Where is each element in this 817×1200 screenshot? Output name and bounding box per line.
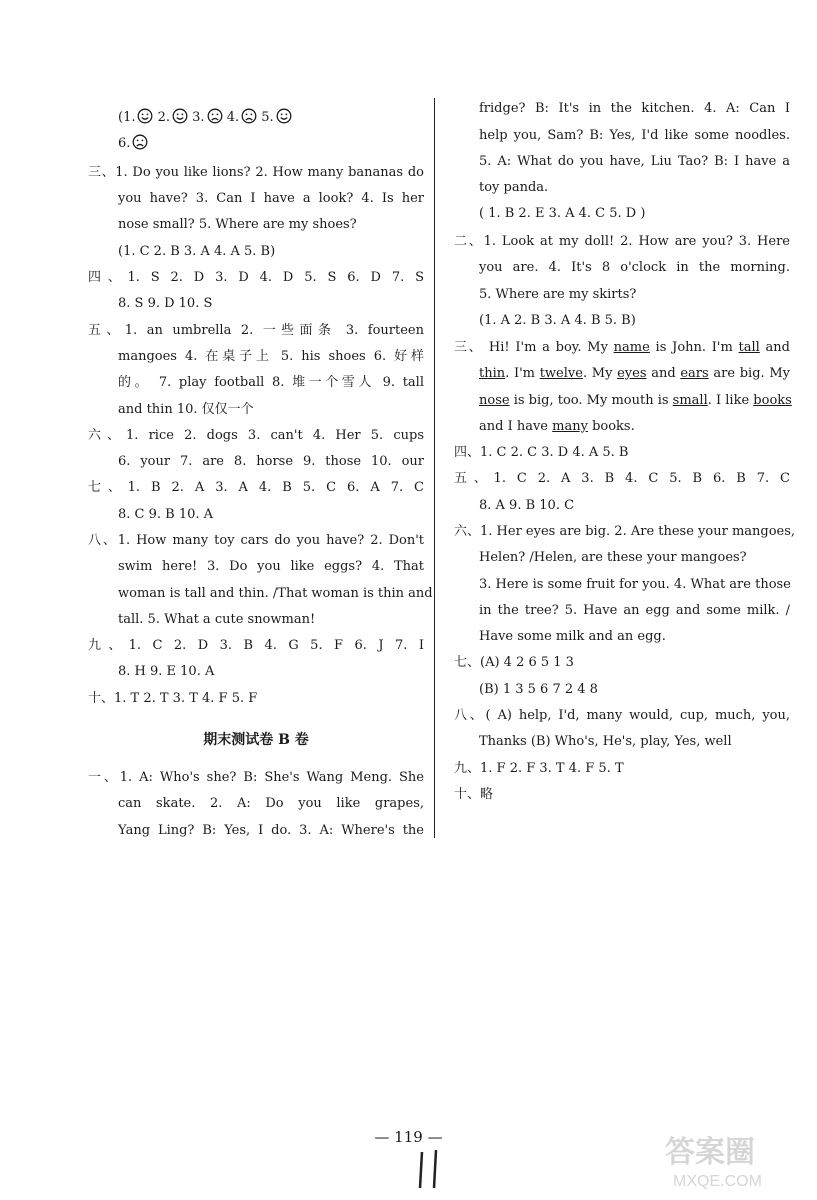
answer-line: nose small? 5. Where are my shoes?	[118, 217, 357, 232]
svg-text:MXQE.COM: MXQE.COM	[673, 1173, 762, 1190]
underlined-word: many	[552, 419, 588, 434]
answer-line: 五、1. an umbrella 2. 一些面条 3. fourteen	[88, 323, 424, 338]
text-segment: 2.	[153, 110, 171, 125]
answer-line: 8. S 9. D 10. S	[118, 296, 213, 311]
section-heading: 期末测试卷 B 卷	[203, 732, 309, 748]
text-segment: (1.	[118, 110, 136, 125]
answer-line: 四、1. C 2. C 3. D 4. A 5. B	[454, 445, 629, 460]
text-segment: . I like	[707, 393, 754, 408]
underlined-word: twelve	[539, 366, 583, 381]
answer-line: 八、1. How many toy cars do you have? 2. Don't	[88, 533, 424, 548]
answer-line: (1. A 2. B 3. A 4. B 5. B)	[479, 313, 636, 328]
answer-line	[118, 134, 424, 150]
text-segment: 5.	[257, 110, 274, 125]
text-segment: 三、 Hi! I'm a boy. My	[454, 340, 614, 355]
text-segment: . My	[582, 366, 618, 381]
text-segment: books.	[587, 419, 635, 434]
sad-face-icon	[241, 108, 257, 124]
answer-line: 九、1. F 2. F 3. T 4. F 5. T	[454, 761, 624, 776]
answer-line: 6. your 7. are 8. horse 9. those 10. our	[118, 454, 424, 469]
answer-line: can skate. 2. A: Do you like grapes,	[118, 796, 424, 811]
answer-line	[479, 366, 790, 382]
answer-line: 四、1. S 2. D 3. D 4. D 5. S 6. D 7. S	[88, 270, 424, 285]
answer-line: 8. C 9. B 10. A	[118, 507, 214, 522]
answer-line: Yang Ling? B: Yes, I do. 3. A: Where's the	[118, 823, 424, 838]
underlined-word: name	[613, 340, 650, 355]
handwritten-mark	[400, 1148, 460, 1192]
text-segment: 3.	[188, 110, 205, 125]
watermark-logo	[659, 1124, 809, 1194]
answer-line: 十、1. T 2. T 3. T 4. F 5. F	[88, 691, 258, 706]
underlined-word: thin	[479, 366, 506, 381]
answer-line: 3. Here is some fruit for you. 4. What are those	[479, 577, 791, 592]
answer-line: 六、1. rice 2. dogs 3. can't 4. Her 5. cups	[88, 428, 424, 443]
sad-face-icon	[132, 134, 148, 150]
answer-line	[479, 393, 790, 409]
text-segment: and	[759, 340, 791, 355]
answer-line: 5. Where are my skirts?	[479, 287, 637, 302]
text-segment: is John. I'm	[649, 340, 739, 355]
text-segment: . I'm	[505, 366, 540, 381]
text-segment: is big, too. My mouth is	[509, 393, 673, 408]
answer-line: swim here! 3. Do you like eggs? 4. That	[118, 559, 424, 574]
column-divider	[434, 98, 435, 838]
answer-line: 七、1. B 2. A 3. A 4. B 5. C 6. A 7. C	[88, 480, 424, 495]
answer-line: 八、( A) help, I'd, many would, cup, much, you,	[454, 708, 790, 723]
answer-line: and thin 10. 仅仅一个	[118, 402, 254, 417]
answer-line: 一、1. A: Who's she? B: She's Wang Meng. She	[88, 770, 424, 785]
underlined-word: nose	[479, 393, 510, 408]
answer-line: Thanks (B) Who's, He's, play, Yes, well	[479, 734, 732, 749]
answer-line: mangoes 4. 在桌子上 5. his shoes 6. 好样	[118, 349, 424, 364]
answer-line: toy panda.	[479, 180, 549, 195]
underlined-word: books	[753, 393, 792, 408]
answer-line: (B) 1 3 5 6 7 2 4 8	[479, 682, 598, 697]
answer-line: ( 1. B 2. E 3. A 4. C 5. D )	[479, 206, 646, 221]
underlined-word: ears	[680, 366, 709, 381]
page-number: — 119 —	[374, 1128, 443, 1146]
smiley-face-icon	[137, 108, 153, 124]
answer-line: you have? 3. Can I have a look? 4. Is her	[118, 191, 424, 206]
answer-line: help you, Sam? B: Yes, I'd like some noodles.	[479, 128, 790, 143]
answer-line: Helen? /Helen, are these your mangoes?	[479, 550, 747, 565]
sad-face-icon	[207, 108, 223, 124]
smiley-face-icon	[172, 108, 188, 124]
answer-line: 的。 7. play football 8. 堆一个雪人 9. tall	[118, 375, 424, 390]
answer-line	[479, 419, 790, 435]
answer-line: 十、略	[454, 787, 494, 802]
answer-line	[118, 108, 424, 124]
svg-text:答案圈: 答案圈	[665, 1136, 755, 1169]
answer-line: 七、(A) 4 2 6 5 1 3	[454, 655, 574, 670]
text-segment: 6.	[118, 136, 131, 151]
underlined-word: small	[672, 393, 708, 408]
answer-line: 九、1. C 2. D 3. B 4. G 5. F 6. J 7. I	[88, 638, 424, 653]
answer-line: Have some milk and an egg.	[479, 629, 666, 644]
answer-line: 二、1. Look at my doll! 2. How are you? 3. Here	[454, 234, 790, 249]
answer-line: woman is tall and thin. /That woman is thin and	[118, 586, 433, 601]
answer-line: (1. C 2. B 3. A 4. A 5. B)	[118, 244, 276, 259]
text-segment: 4.	[222, 110, 240, 125]
answer-line	[454, 340, 790, 356]
underlined-word: tall	[738, 340, 760, 355]
answer-line: in the tree? 5. Have an egg and some milk. /	[479, 603, 790, 618]
answer-line: 5. A: What do you have, Liu Tao? B: I have a	[479, 154, 790, 169]
answer-line: fridge? B: It's in the kitchen. 4. A: Can I	[479, 101, 790, 116]
answer-line: 8. H 9. E 10. A	[118, 664, 215, 679]
smiley-face-icon	[276, 108, 292, 124]
text-segment: and I have	[479, 419, 553, 434]
underlined-word: eyes	[617, 366, 647, 381]
answer-line: tall. 5. What a cute snowman!	[118, 612, 316, 627]
answer-line: 三、1. Do you like lions? 2. How many bananas do	[88, 165, 424, 180]
answer-line: you are. 4. It's 8 o'clock in the morning.	[479, 260, 790, 275]
text-segment: and	[646, 366, 681, 381]
answer-line: 六、1. Her eyes are big. 2. Are these your mangoes,	[454, 524, 796, 539]
answer-line: 五、1. C 2. A 3. B 4. C 5. B 6. B 7. C	[454, 471, 790, 486]
answer-line: 8. A 9. B 10. C	[479, 498, 575, 513]
text-segment: are big. My	[708, 366, 790, 381]
